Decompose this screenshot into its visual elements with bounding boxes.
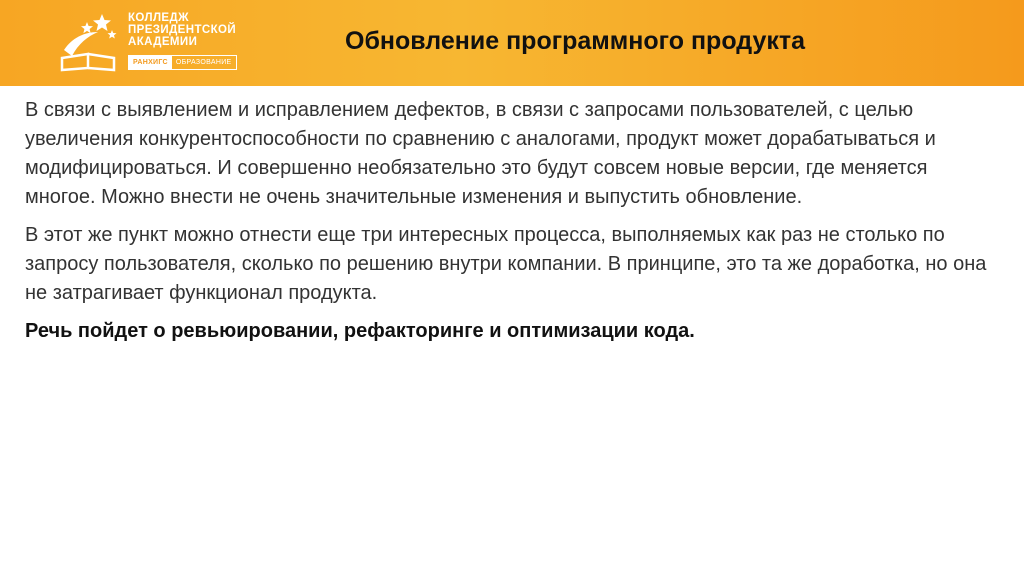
logo-line-1: КОЛЛЕДЖ [128, 12, 189, 24]
paragraph-1: В связи с выявлением и исправлением дефектов, в связи с запросами пользователей, с целью увеличения конкурентоспособности по сравнению с аналогами, продукт может дорабатываться и модифицироваться. И совершенно необязательно это будут совсем новые версии, где меняется многое. Можно внести не очень значительные изменения и выпустить обновление. [25, 99, 936, 208]
header-bar [0, 0, 1024, 86]
page-title: Обновление программного продукта [345, 27, 806, 55]
college-logo [58, 10, 268, 76]
logo-sub-right: ОБРАЗОВАНИЕ [175, 59, 232, 66]
logo-sub-left: РАНХИГС [129, 56, 172, 69]
logo-line-3: АКАДЕМИИ [128, 36, 198, 48]
logo-text [128, 12, 264, 48]
star-book-logo-icon [58, 10, 120, 72]
paragraph-3-bold: Речь пойдет о ревьюировании, рефакторинге и оптимизации кода. [25, 320, 695, 342]
logo-subtitle [128, 55, 237, 70]
paragraph-2: В этот же пункт можно отнести еще три интересных процесса, выполняемых как раз не столько по запросу пользователя, сколько по решению внутри компании. В принципе, это та же доработка, но она не затрагивает функционал продукта. [25, 224, 987, 304]
logo-line-2: ПРЕЗИДЕНТСКОЙ [128, 24, 237, 36]
slide-content [25, 96, 1000, 355]
